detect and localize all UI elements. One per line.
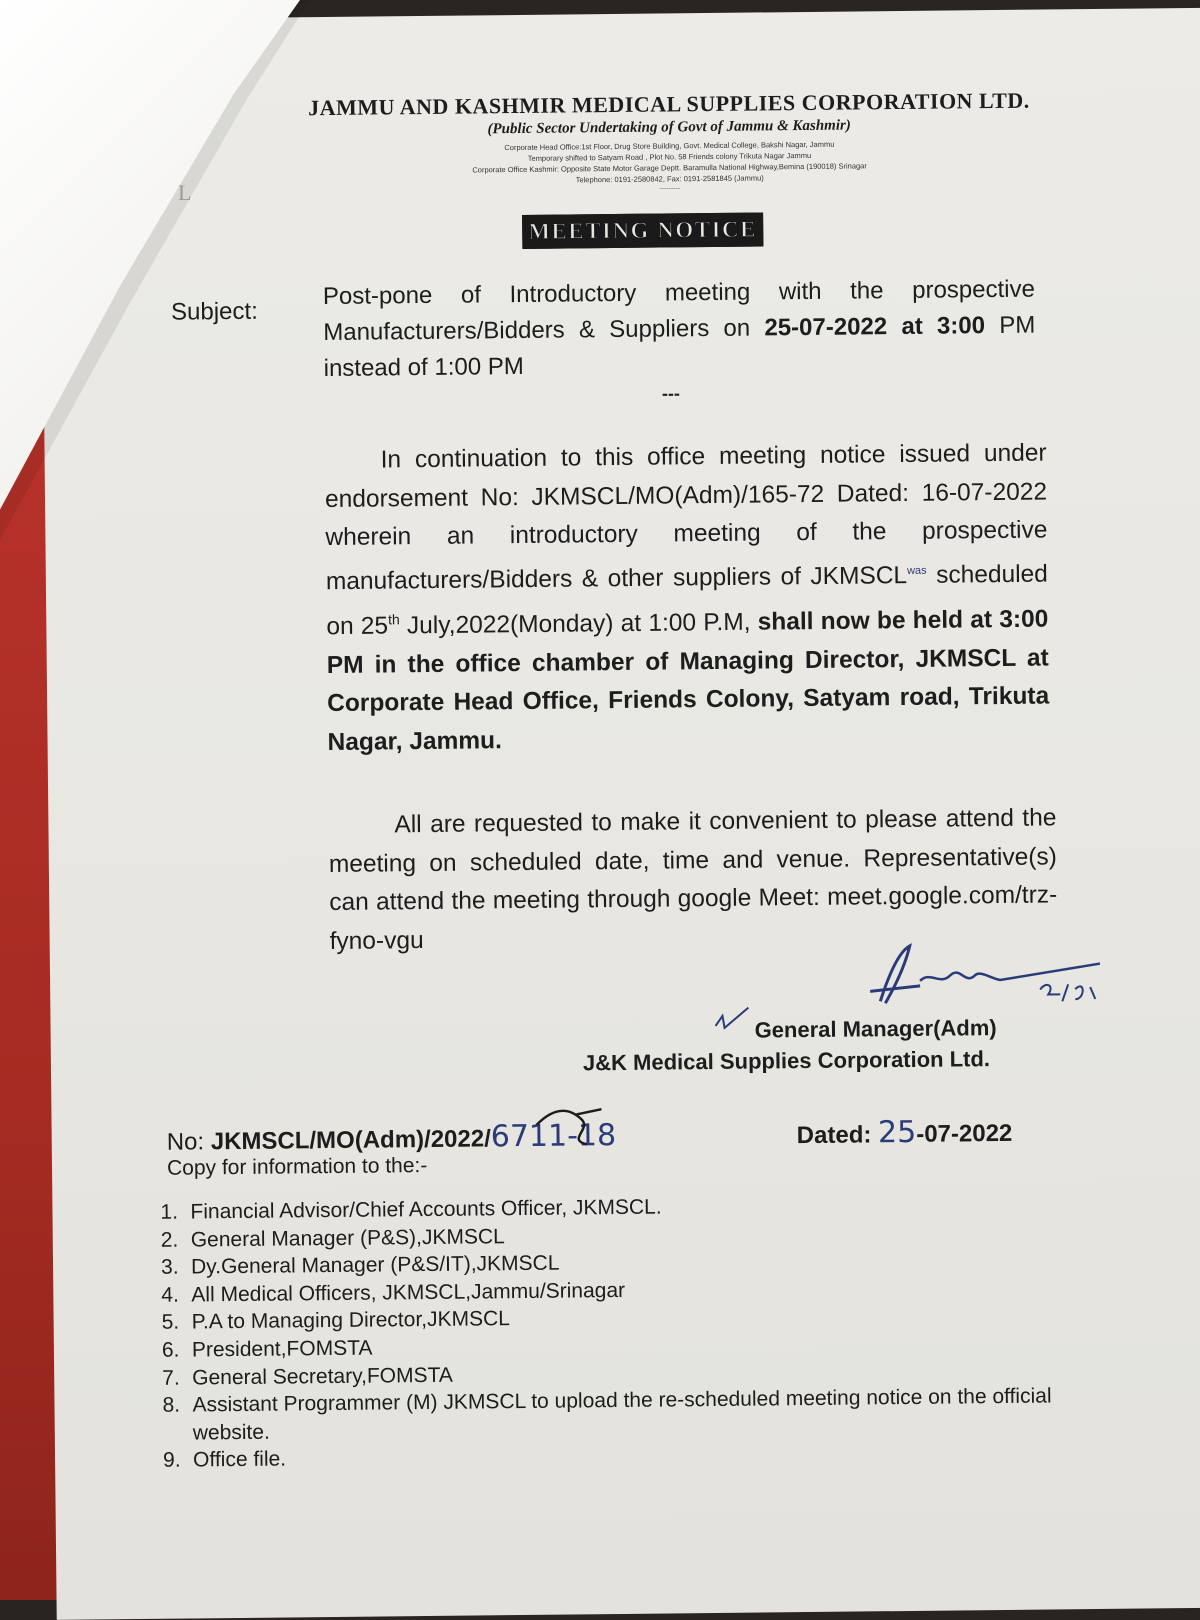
body-paragraph-2: All are requested to make it convenient to please attend the meeting on scheduled date, time and venue. Representative(s) can attend the meeting through google Meet: meet.google.com/trz-fyno-vgu [328,804,1058,955]
notice-title: MEETING NOTICE [522,212,763,249]
handwritten-insert: was [906,564,927,577]
handwritten-reference: 6711-18 [490,1118,617,1155]
copy-list [160,1189,1083,1475]
signatory-designation: General Manager(Adm) [754,1015,997,1043]
handwritten-scribble [526,1098,727,1160]
reference-number: No: JKMSCL/MO(Adm)/2022/6711-18 [166,1118,617,1156]
signatory-organization: J&K Medical Supplies Corporation Ltd. [582,1046,991,1076]
list-item: 8. Assistant Programmer (M) JKMSCL to upload the re-scheduled meeting notice on the official website. [162,1384,1052,1445]
telephone-line: Telephone: 0191-2580842, Fax: 0191-2581845 (Jammu) [575,173,764,185]
page-edge-fragment: L [178,180,192,205]
header-divider: --------- [659,185,681,193]
list-item: 3. Dy.General Manager (P&S/IT),JKMSCL [160,1251,560,1279]
body-paragraph-1: In continuation to this office meeting notice issued under endorsement No: JKMSCL/MO(Adm)/165-72 Dated: 16-07-2022 wherein an introductory meeting of the prospective manufacturers/Bidders & other suppliers of $JKMSCL^{was}$ scheduled on 25th July,2022(Monday) at 1:00 P.M, shall now be held at 3:00 PM in the office chamber of Managing Director, JKMSCL at Corporate Head Office, Friends Colony, Satyam road, Trikuta Nagar, Jammu. [324,439,1050,756]
subject-text: Post-pone of Introductory meeting with the prospective Manufacturers/Bidders & Suppliers on 25-07-2022 at 3:00 PM instead of 1:00 PM [322,275,1036,383]
address-line: Corporate Office Kashmir: Opposite State Motor Garage Deptt. Baramulla National Highway,Bemina (190018) Srinagar [472,161,867,175]
address-line: Temporary shifted to Satyam Road , Plot No. 58 Friends colony Trikuta Nagar Jammu [527,150,812,163]
list-item: 1. Financial Advisor/Chief Accounts Officer, JKMSCL. [160,1195,662,1224]
list-item: 6. President,FOMSTA [161,1336,373,1362]
list-item: 2. General Manager (P&S),JKMSCL [160,1224,505,1252]
subject-separator: --- [661,383,681,404]
list-item: 9. Office file. [162,1447,287,1473]
handwritten-tick [710,998,750,1038]
document-page [40,8,1200,1620]
copy-heading: Copy for information to the:- [166,1154,428,1180]
list-item: 7. General Secretary,FOMSTA [162,1363,453,1390]
list-item: 4. All Medical Officers, JKMSCL,Jammu/Srinagar [161,1278,626,1307]
address-line: Corporate Head Office:1st Floor, Drug Store Building, Govt. Medical College, Bakshi Nagar, Jammu [504,139,835,153]
document-content [40,8,1200,1620]
organization-subtitle: (Public Sector Undertaking of Govt of Jammu & Kashmir) [487,117,851,138]
subject-label: Subject: [170,297,258,326]
dated-field: Dated: 25-07-2022 [796,1114,1013,1151]
list-item: 5. P.A to Managing Director,JKMSCL [161,1307,511,1335]
organization-name: JAMMU AND KASHMIR MEDICAL SUPPLIES CORPORATION LTD. [307,87,1030,121]
